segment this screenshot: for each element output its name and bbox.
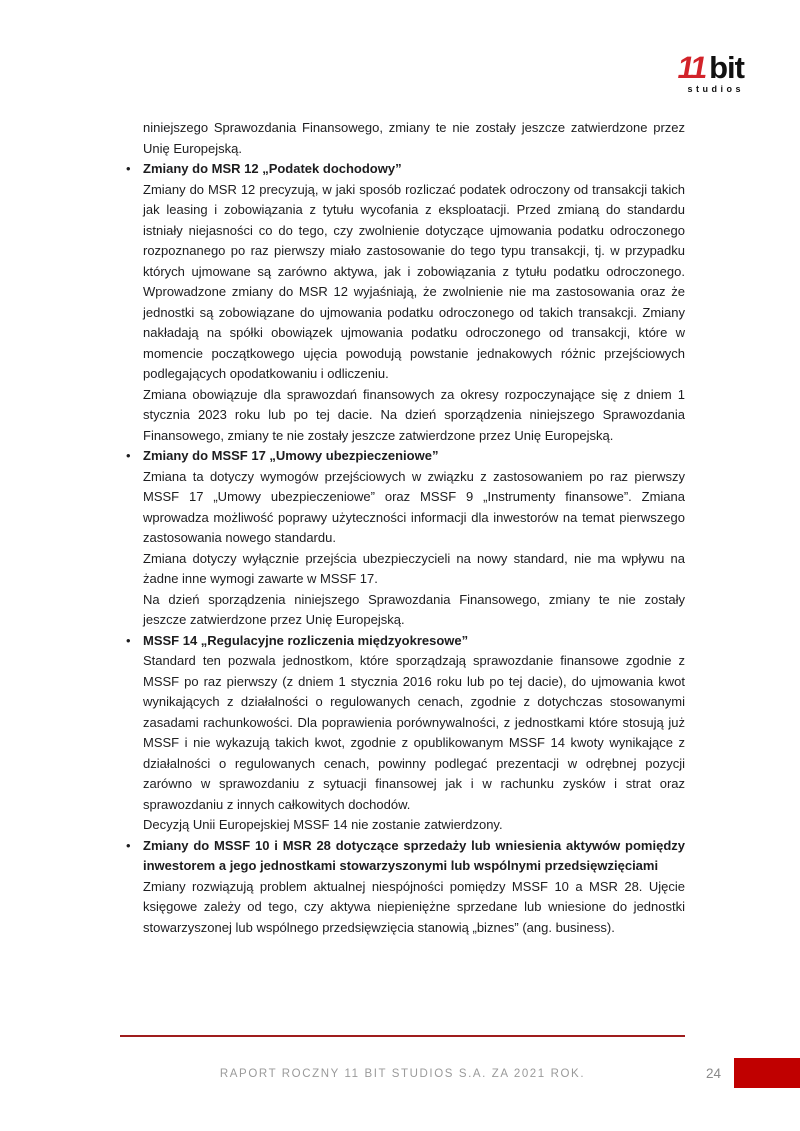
footer-title: RAPORT ROCZNY 11 BIT STUDIOS S.A. ZA 2021 ROK. (219, 1068, 586, 1080)
bullet-list (143, 159, 685, 938)
bullet-paragraph: Na dzień sporządzenia niniejszego Sprawozdania Finansowego, zmiany te nie zostały jeszcze zatwierdzone przez Unię Europejską. (143, 591, 685, 627)
bullet-title: • MSSF 14 „Regulacyjne rozliczenia międzyokresowe” (143, 632, 469, 648)
footer-divider (120, 1035, 685, 1037)
footer-red-block (734, 1058, 800, 1088)
bullet-title: • Zmiany do MSR 12 „Podatek dochodowy” (143, 161, 402, 176)
bullet-paragraph: Decyzją Unii Europejskiej MSSF 14 nie zostanie zatwierdzony. (143, 817, 503, 832)
logo-bit-text: bit (709, 50, 744, 85)
list-item (143, 446, 685, 631)
bullet-paragraph: Zmiana ta dotyczy wymogów przejściowych w związku z zastosowaniem po raz pierwszy MSSF 17 „Umowy ubezpieczeniowe” oraz MSSF 9 „Instrumenty finansowe”. Zmiana wprowadza możliwość poprawy użyteczności informacji dla inwestorów na temat pierwszego zastosowania nowego standardu. (143, 468, 685, 545)
logo-studios-text: studios (687, 84, 744, 94)
bullet-paragraph: Zmiany do MSR 12 precyzują, w jaki sposób rozliczać podatek odroczony od transakcji takich jak leasing i zobowiązania z tytułu wycofania z eksploatacji. Przed zmianą do standardu istniały niejasności co do tego, czy zwolnienie dotyczące ujmowania podatku odroczonego rozpoznanego po raz pierwszy miało zastosowanie do tego typu transakcji, tj. w przypadku których ujmowane są zarówno aktywa, jak i zobowiązania z tytułu podatku odroczonego. Wprowadzone zmiany do MSR 12 wyjaśniają, że zwolnienie nie ma zastosowania oraz że jednostki są zobowiązane do ujmowania podatku odroczonego od takich transakcji. Zmiany nakładają na spółki obowiązek ujmowania podatku odroczonego od transakcji, które w momencie początkowego ujęcia powodują powstanie jednakowych różnic przejściowych podlegających opodatkowaniu i odliczeniu. (143, 181, 685, 381)
bullet-paragraph: Zmiana obowiązuje dla sprawozdań finansowych za okresy rozpoczynające się z dniem 1 stycznia 2023 roku lub po tej dacie. Na dzień sporządzenia niniejszego Sprawozdania Finansowego, zmiany te nie zostały jeszcze zatwierdzone przez Unię Europejską. (143, 386, 685, 443)
list-item (143, 836, 685, 939)
bullet-title: • Zmiany do MSSF 10 i MSR 28 dotyczące sprzedaży lub wniesienia aktywów pomiędzy inwestorem a jego jednostkami stowarzyszonymi lub wspólnymi przedsięwzięciami (143, 837, 685, 873)
document-body (143, 118, 685, 938)
page-number: 24 (706, 1066, 722, 1081)
bullet-paragraph: Standard ten pozwala jednostkom, które sporządzają sprawozdanie finansowe zgodnie z MSSF po raz pierwszy (z dniem 1 stycznia 2016 roku lub po tej dacie), do ujmowania kwot wynikających z działalności o regulowanych cenach, zgodnie z dotychczas stosowanymi zasadami rachunkowości. Dla poprawienia porównywalności, z jednostkami które stosują już MSSF i nie wykazują takich kwot, zgodnie z opublikowanym MSSF 14 kwoty wynikające z działalności o regulowanych cenach, powinny podlegać prezentacji w odrębnej pozycji zarówno w sprawozdaniu z sytuacji finansowej jak i w rachunku zysków i strat oraz sprawozdaniu z innych całkowitych dochodów. (143, 653, 685, 812)
intro-paragraph: niniejszego Sprawozdania Finansowego, zmiany te nie zostały jeszcze zatwierdzone przez Unię Europejską. (143, 120, 685, 156)
list-item (143, 159, 685, 446)
bullet-title: • Zmiany do MSSF 17 „Umowy ubezpieczeniowe” (143, 448, 439, 463)
list-item (143, 631, 685, 836)
bullet-paragraph: Zmiany rozwiązują problem aktualnej niespójności pomiędzy MSSF 10 a MSR 28. Ujęcie księgowe zależy od tego, czy aktywa niepieniężne sprzedane lub wniesione do jednostki stowarzyszonej lub wspólnego przedsięwzięcia stanowią „biznes” (ang. business). (143, 878, 685, 935)
logo-wordmark (675, 50, 744, 85)
bullet-paragraph: Zmiana dotyczy wyłącznie przejścia ubezpieczycieli na nowy standard, nie ma wpływu na żadne inne wymogi zawarte w MSSF 17. (143, 550, 685, 586)
company-logo (675, 50, 744, 94)
logo-11-mark: 11 (675, 50, 709, 85)
